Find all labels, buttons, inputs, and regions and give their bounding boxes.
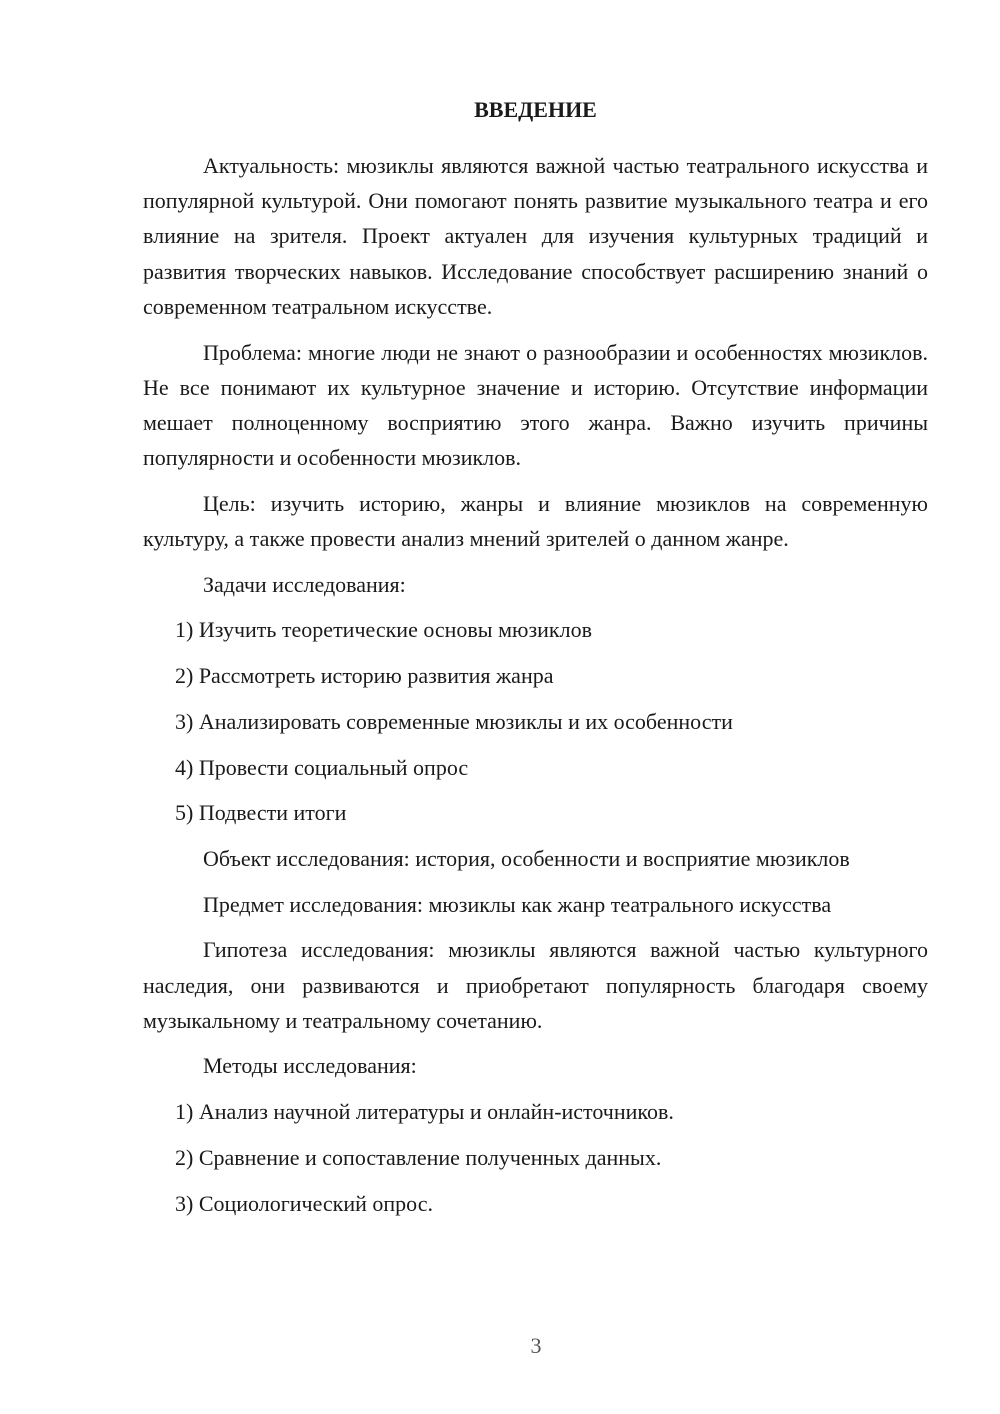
task-item: 5) Подвести итоги <box>175 800 347 826</box>
object-paragraph: Объект исследования: история, особенности и восприятие мюзиклов <box>203 845 850 871</box>
task-item: 4) Провести социальный опрос <box>175 754 469 780</box>
subject-paragraph: Предмет исследования: мюзиклы как жанр театрального искусства <box>203 891 832 917</box>
hypothesis-paragraph: Гипотеза исследования: мюзиклы являются важной частью культурного наследия, они развиваются и приобретают популярность благодаря своему музыкальному и театральному сочетанию. <box>143 937 928 1033</box>
section-title: ВВЕДЕНИЕ <box>474 97 597 122</box>
method-item: 2) Сравнение и сопоставление полученных данных. <box>175 1144 662 1170</box>
problem-paragraph: Проблема: многие люди не знают о разнообразии и особенностях мюзиклов. Не все понимают их культурное значение и историю. Отсутствие информации мешает полноценному восприятию этого жанра. Важно изучить причины популярности и особенности мюзиклов. <box>143 339 928 471</box>
method-item: 3) Социологический опрос. <box>175 1190 433 1216</box>
task-item: 1) Изучить теоретические основы мюзиклов <box>175 617 592 643</box>
methods-heading: Методы исследования: <box>203 1053 417 1079</box>
goal-paragraph: Цель: изучить историю, жанры и влияние мюзиклов на современную культуру, а также провести анализ мнений зрителей о данном жанре. <box>143 490 928 552</box>
task-item: 3) Анализировать современные мюзиклы и их особенности <box>175 708 733 734</box>
tasks-heading: Задачи исследования: <box>203 571 406 597</box>
method-item: 1) Анализ научной литературы и онлайн-источников. <box>175 1099 674 1125</box>
relevance-paragraph: Актуальность: мюзиклы являются важной частью театрального искусства и популярной культурой. Они помогают понять развитие музыкального театра и его влияние на зрителя. Проект актуален для изучения культурных традиций и развития творческих навыков. Исследование способствует расширению знаний о современном театральном искусстве. <box>143 153 928 319</box>
page-number: 3 <box>530 1333 542 1358</box>
document-page <box>143 92 928 1231</box>
task-item: 2) Рассмотреть историю развития жанра <box>175 663 554 689</box>
